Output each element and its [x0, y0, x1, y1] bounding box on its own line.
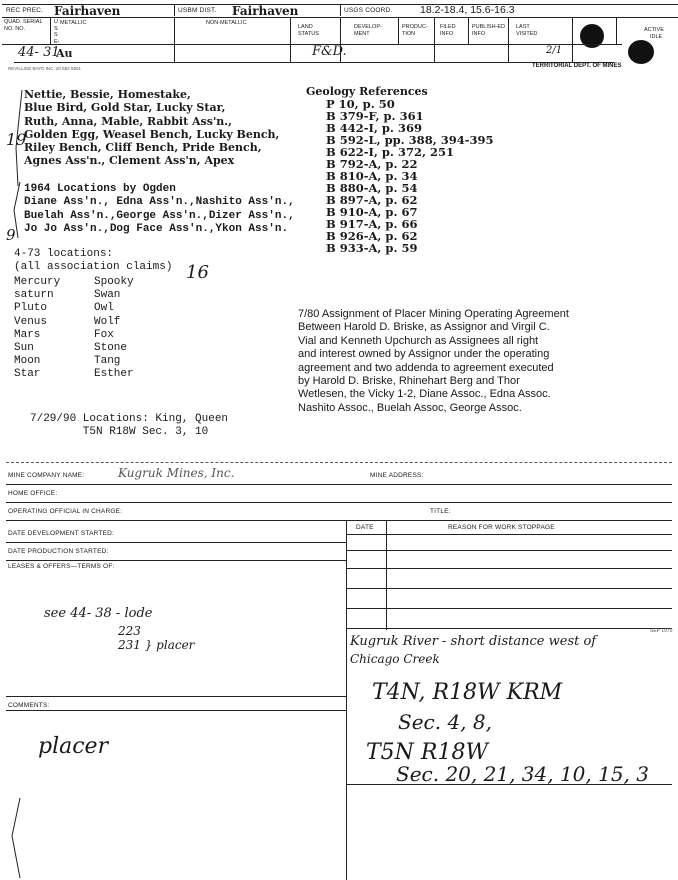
claim-line: Blue Bird, Gold Star, Lucky Star, [24, 101, 226, 115]
metal-value: Au [56, 47, 73, 60]
assignment-line: by Harold D. Briske, Rhinehart Berg and Thor [298, 375, 520, 388]
date-label: DATE [356, 524, 374, 531]
sec-list-note: Sec. 20, 21, 34, 10, 15, 3 [396, 762, 649, 786]
locations-1990 [30, 413, 228, 439]
publish-label: PUBLISH-ED INFO [472, 24, 506, 37]
comments-label: COMMENTS: [8, 702, 50, 709]
geology-refs [326, 98, 493, 254]
claim-name: Owl [94, 302, 114, 315]
claim-line: Ruth, Anna, Mable, Rabbit Ass'n., [24, 114, 232, 128]
geology-ref: B 622-I, p. 372, 251 [326, 145, 454, 159]
quad-serial-value: 44- 31 [18, 45, 60, 60]
usgs-coord-value: 18.2-18.4, 15.6-16.3 [420, 4, 515, 16]
uss-label: U S S E- [54, 19, 60, 45]
assignment-line: Nashito Assoc., Buelah Assoc, George Assoc. [298, 401, 522, 414]
claim-name: Esther [94, 368, 134, 381]
claim-name: Venus [14, 315, 48, 328]
reason-label: REASON FOR WORK STOPPAGE [448, 524, 555, 531]
claim-line: Golden Egg, Weasel Bench, Lucky Bench, [24, 127, 280, 141]
association-count: 16 [186, 262, 209, 283]
filed-info-label: FILED INFO [440, 24, 456, 37]
location-1990-line: T5N R18W Sec. 3, 10 [30, 426, 209, 439]
rec-prec-label: REC PREC. [6, 7, 44, 14]
geology-ref: B 926-A, p. 62 [326, 229, 418, 243]
t4n-note: T4N, R18W KRM [372, 680, 563, 705]
t5n-note: T5N R18W [366, 740, 489, 765]
nonmetallic-label: NON-METALLIC [206, 20, 247, 26]
geology-ref: B 792-A, p. 22 [326, 157, 418, 171]
geology-ref: P 10, p. 50 [326, 97, 395, 111]
develop-value: F&D. [312, 44, 347, 59]
see-note-223: 223 [118, 624, 141, 638]
mine-company-value: Kugruk Mines, Inc. [118, 466, 235, 480]
date-production-label: DATE PRODUCTION STARTED: [8, 548, 109, 555]
active-label: ACTIVE [644, 27, 664, 33]
home-office-label: HOME OFFICE: [8, 490, 58, 497]
mine-company-label: MINE COMPANY NAME: [8, 472, 85, 479]
claim-name: Spooky [94, 276, 134, 288]
claim-name: Swan [94, 289, 121, 302]
printer-note: REVILLIGE BAYD INC. 20 882 5901 [8, 66, 81, 71]
geology-ref: B 810-A, p. 34 [326, 169, 418, 183]
territorial-dept-label: TERRITORIAL DEPT. OF MINES [532, 63, 622, 69]
metallic-label: METALLIC [60, 20, 87, 26]
location-473-line2: (all association claims) [14, 261, 173, 274]
claim-name: Wolf [94, 315, 121, 328]
production-label: PRODUC-TION [402, 24, 428, 37]
claim-name: Pluto [14, 302, 48, 315]
geology-ref: B 910-A, p. 67 [326, 205, 418, 219]
geology-ref: B 917-A, p. 66 [326, 217, 418, 231]
location-473-line1: 4-73 locations: [14, 248, 114, 260]
kugruk-note: Kugruk River - short distance west of [350, 634, 597, 649]
claims-margin-count: 19 [6, 130, 27, 149]
geology-ref: B 379-F, p. 361 [326, 109, 424, 123]
stamp-date: SEP 1970 [650, 628, 673, 634]
location-line: Diane Ass'n., Edna Ass'n.,Nashito Ass'n., [24, 196, 295, 209]
location-1990-line: 7/29/90 Locations: King, Queen [30, 413, 229, 425]
rec-prec-value: Fairhaven [54, 4, 121, 18]
claim-name: Fox [94, 328, 114, 341]
usbm-dist-value: Fairhaven [232, 4, 299, 18]
geology-title: Geology References [306, 85, 428, 98]
operating-official-label: OPERATING OFFICIAL IN CHARGE: [8, 508, 123, 515]
usbm-dist-label: USBM DIST. [178, 7, 217, 14]
location-line: 1964 Locations by Ogden [24, 183, 176, 195]
claim-names-col1 [14, 276, 60, 382]
date-development-label: DATE DEVELOPMENT STARTED: [8, 530, 115, 537]
land-status-label: LAND STATUS [298, 24, 319, 37]
claim-name: Star [14, 368, 41, 381]
claim-name: Mars [14, 328, 41, 341]
black-dot-2-icon [628, 40, 654, 64]
title-label: TITLE: [430, 508, 451, 515]
claim-line: Nettie, Bessie, Homestake, [24, 88, 191, 101]
claim-name: saturn [14, 289, 54, 302]
assignment-line: and interest owned by Assignor under the operating [298, 348, 550, 361]
see-note-lode: see 44- 38 - lode [44, 606, 153, 621]
chicago-note: Chicago Creek [350, 652, 440, 666]
assignment-line: 7/80 Assignment of Placer Mining Operating Agreement [298, 308, 569, 320]
locations-473 [14, 248, 172, 274]
locations-1964 [24, 183, 295, 236]
assignment-note [298, 308, 569, 415]
assignment-line: Between Harold D. Briske, as Assignor and Virgil C. [298, 321, 550, 334]
location-line: Jo Jo Ass'n.,Dog Face Ass'n.,Ykon Ass'n. [24, 222, 289, 235]
geology-ref: B 592-L, pp. 388, 394-395 [326, 133, 494, 147]
claim-names-col2 [94, 276, 134, 382]
claims-list [24, 88, 279, 168]
last-visited-label: LAST VISITED [516, 24, 538, 37]
idle-label: IDLE [650, 34, 663, 40]
develop-label: DEVELOP-MENT [354, 24, 382, 37]
location-line: Buelah Ass'n.,George Ass'n.,Dizer Ass'n., [24, 209, 295, 222]
assignment-line: Vial and Kenneth Upchurch as Assignees all right [298, 334, 539, 347]
assignment-line: agreement and two addenda to agreement executed [298, 361, 554, 374]
last-visited-value: 2/1 [546, 45, 563, 56]
usgs-coord-label: USGS COORD. [344, 7, 393, 14]
claim-name: Tang [94, 355, 121, 368]
claim-name: Mercury [14, 276, 61, 288]
bottom-bracket-icon [4, 796, 24, 880]
see-note-placer: 231 } placer [118, 638, 195, 652]
placer-note: placer [38, 734, 109, 759]
claim-name: Stone [94, 342, 128, 355]
geology-ref: B 897-A, p. 62 [326, 193, 418, 207]
claim-name: Sun [14, 342, 34, 355]
mine-address-label: MINE ADDRESS: [370, 472, 424, 479]
geology-ref: B 933-A, p. 59 [326, 241, 418, 255]
locations-margin-count: 9 [6, 226, 16, 244]
claim-line: Riley Bench, Cliff Bench, Pride Bench, [24, 141, 262, 155]
leases-offers-label: LEASES & OFFERS—TERMS OF: [8, 563, 115, 570]
geology-ref: B 442-I, p. 369 [326, 121, 422, 135]
quad-serial-label: QUAD. SERIAL NO. NO. [4, 19, 43, 32]
claim-line: Agnes Ass'n., Clement Ass'n, Apex [24, 154, 235, 168]
assignment-line: Wetlesen, the Vicky 1-2, Diane Assoc., Edna Assoc. [298, 388, 551, 401]
geology-ref: B 880-A, p. 54 [326, 181, 418, 195]
claim-name: Moon [14, 355, 41, 368]
sec-4-8-note: Sec. 4, 8, [398, 710, 492, 734]
